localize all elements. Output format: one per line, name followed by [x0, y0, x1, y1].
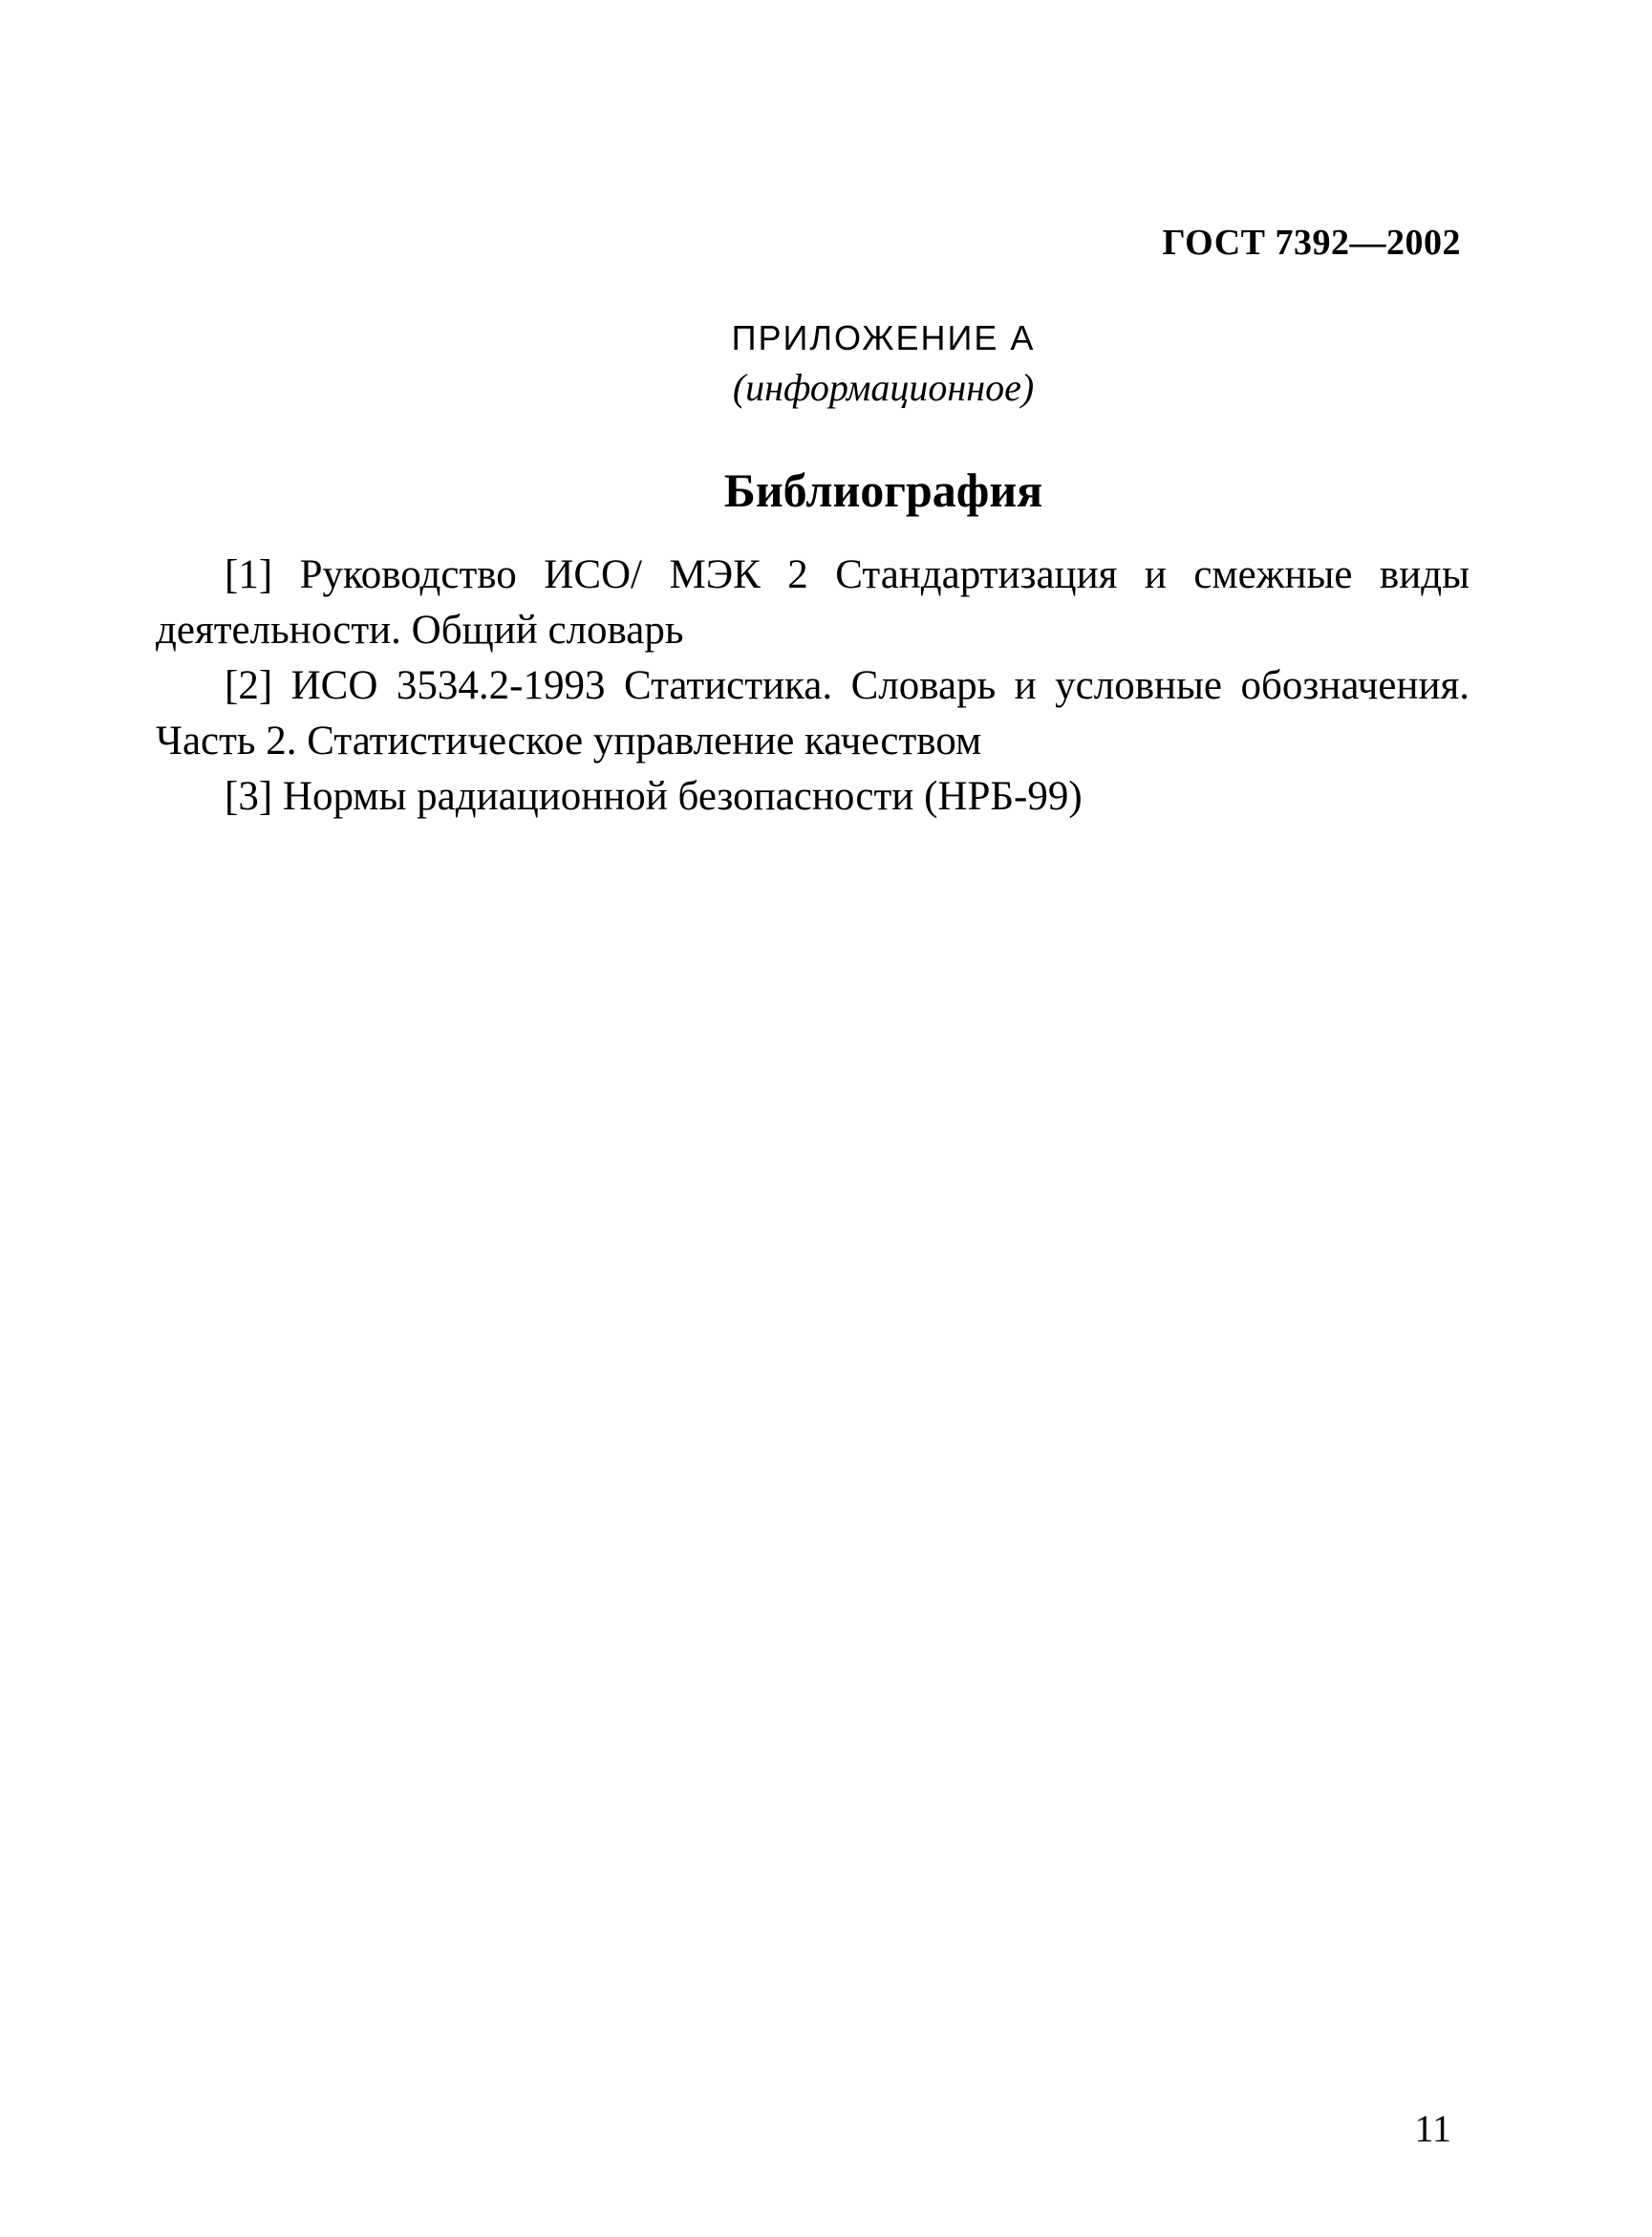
bibliography-item: [3] Нормы радиационной безопасности (НРБ-99) — [225, 774, 1083, 819]
bibliography-list — [156, 548, 1470, 825]
appendix-heading — [0, 313, 1652, 413]
appendix-title: ПРИЛОЖЕНИЕ А — [731, 318, 1036, 357]
bibliography-item: [1] Руководство ИСО/ МЭК 2 Стандартизация и смежные виды деятельности. Общий словарь — [156, 552, 1470, 653]
appendix-type: (информационное) — [732, 366, 1035, 409]
bibliography-item: [2] ИСО 3534.2-1993 Статистика. Словарь и условные обозначения. Часть 2. Статистическое управление качеством — [156, 663, 1470, 764]
page-number: 11 — [1414, 2107, 1451, 2150]
document-code: ГОСТ 7392—2002 — [1162, 223, 1461, 263]
section-title: Библиография — [723, 463, 1043, 517]
